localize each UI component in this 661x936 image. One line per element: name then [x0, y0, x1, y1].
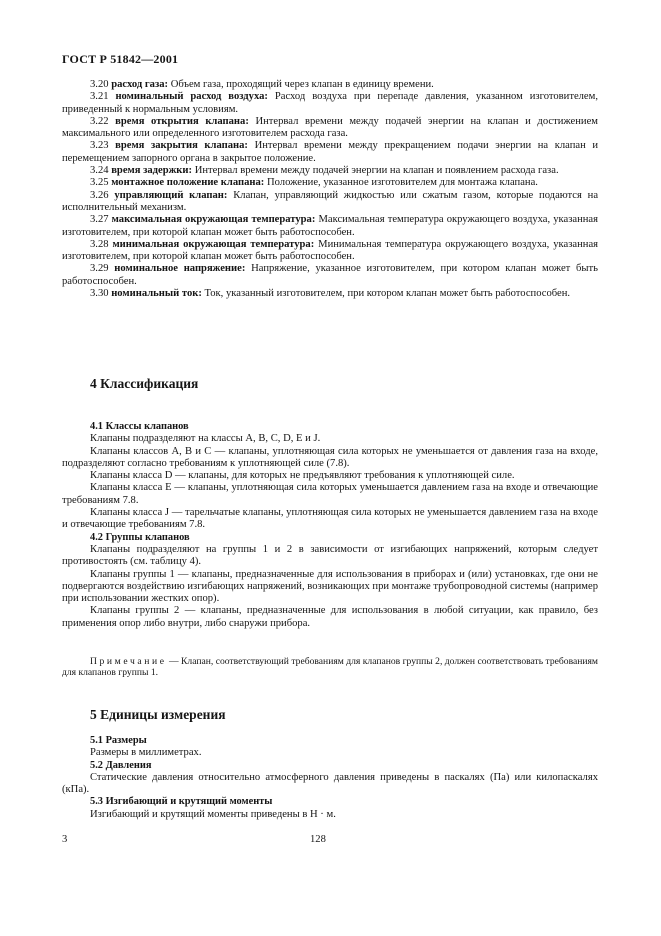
paragraph: Размеры в миллиметрах.	[90, 747, 202, 759]
def-3-29: 3.29 номинальное напряжение: Напряжение, указанное изготовителем, при котором клапан может быть работоспособен.	[62, 263, 599, 287]
section-5-body	[62, 735, 598, 821]
def-3-20: 3.20 расход газа: Объем газа, проходящий через клапан в единицу времени.	[90, 79, 434, 90]
paragraph: Клапаны класса D — клапаны, для которых не предъявляют требования к уплотняющей силе.	[90, 470, 515, 482]
paragraph: Клапаны группы 1 — клапаны, предназначенные для использования в приборах и (или) установках, где они не подвергаются воздействию изгибающих напряжений, возникающих при монтаже трубопроводной системы (например при использовании жестких опор).	[62, 568, 598, 605]
definitions-block	[62, 79, 598, 300]
subsection-5-3-title: 5.3 Изгибающий и крутящий моменты	[90, 796, 273, 808]
def-3-21: 3.21 номинальный расход воздуха: Расход воздуха при перепаде давления, указанном изготовителем, приведенный к нормальным условиям.	[62, 91, 598, 115]
paragraph: Клапаны классов А, В и С — клапаны, уплотняющая сила которых не уменьшается от давления газа на входе, подразделяют согласно требованиям к уплотняющей силе (7.8).	[62, 445, 598, 469]
note	[62, 656, 598, 679]
subsection-4-2-title: 4.2 Группы клапанов	[90, 531, 190, 543]
def-3-28: 3.28 минимальная окружающая температура: Минимальная температура окружающего воздуха, указанная изготовителем, при которой клапан может быть работоспособен.	[62, 238, 599, 263]
section-4-title: 4 Классификация	[90, 376, 199, 391]
paragraph: Клапаны класса Е — клапаны, уплотняющая сила которых уменьшается давлением газа на входе и отвечающие требованиям 7.8.	[62, 482, 598, 506]
def-3-22: 3.22 время открытия клапана: Интервал времени между подачей энергии на клапан и достижением максимального или определенного изготовителем расхода газа.	[62, 115, 599, 140]
page-number: 3	[62, 834, 68, 845]
def-3-27: 3.27 максимальная окружающая температура: Максимальная температура окружающего воздуха, указанная изготовителем, при которой клапан может быть работоспособен.	[62, 214, 599, 238]
section-4-body	[62, 421, 598, 630]
paragraph: Клапаны подразделяют на группы 1 и 2 в зависимости от изгибающих напряжений, которым следует противостоять (см. таблицу 4).	[62, 543, 598, 568]
subsection-5-1-title: 5.1 Размеры	[90, 735, 147, 746]
def-3-26: 3.26 управляющий клапан: Клапан, управляющий жидкостью или сжатым газом, которые подаются на исполнительный механизм.	[62, 189, 599, 213]
paragraph: Клапаны группы 2 — клапаны, предназначенные для использования в любой ситуации, как правило, без применения опор либо внутри, либо снаружи прибора.	[62, 605, 598, 629]
def-3-24: 3.24 время задержки: Интервал времени между подачей энергии на клапан и появлением расхода газа.	[90, 165, 559, 177]
paragraph: Клапаны подразделяют на классы А, В, С, D, Е и J.	[90, 433, 321, 445]
note-label: Примечание	[90, 656, 167, 667]
def-3-25: 3.25 монтажное положение клапана: Положение, указанное изготовителем для монтажа клапана.	[90, 177, 538, 189]
note-block	[62, 656, 598, 679]
subsection-4-1-title: 4.1 Классы клапанов	[90, 421, 189, 432]
subsection-5-2-title: 5.2 Давления	[90, 759, 152, 771]
paragraph: Статические давления относительно атмосферного давления приведены в паскалях (Па) или килопаскалях (кПа).	[62, 771, 598, 796]
def-3-23: 3.23 время закрытия клапана: Интервал времени между прекращением подачи энергии на клапан и перемещением запорного органа в закрытое положение.	[62, 140, 598, 164]
paragraph: Изгибающий и крутящий моменты приведены в Н · м.	[90, 808, 336, 820]
note-text: — Клапан, соответствующий требованиям для клапанов группы 2, должен соответствовать требованиям для клапанов группы 1.	[62, 656, 598, 679]
paragraph: Клапаны класса J — тарельчатые клапаны, уплотняющая сила которых не уменьшается давлением газа на входе и отвечающие требованиям 7.8.	[62, 507, 598, 531]
document-header: ГОСТ Р 51842—2001	[62, 52, 179, 66]
section-5-title: 5 Единицы измерения	[90, 707, 226, 722]
def-3-30: 3.30 номинальный ток: Ток, указанный изготовителем, при котором клапан может быть работоспособен.	[90, 288, 571, 300]
sheet-number: 128	[310, 834, 326, 845]
